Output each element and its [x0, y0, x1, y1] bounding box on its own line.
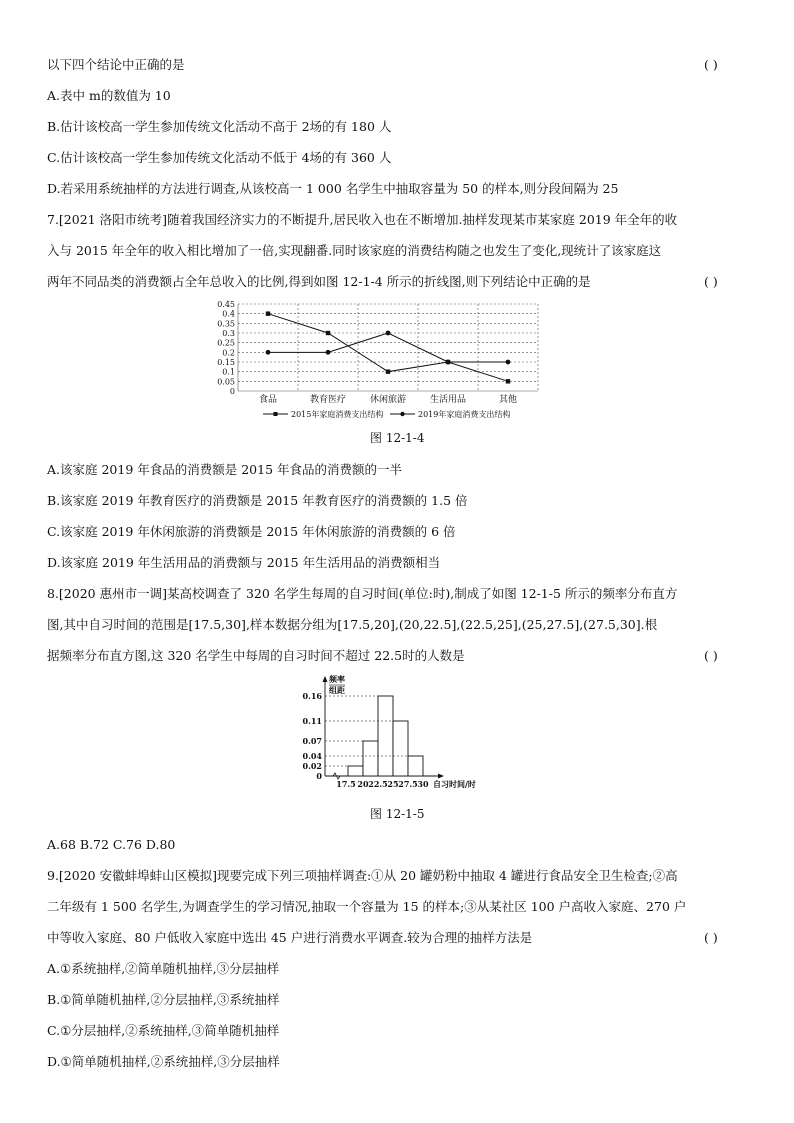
data-point-2019 [446, 360, 451, 365]
q7-answer-paren: ( ) [704, 274, 718, 289]
x-tick-label: 食品 [258, 395, 278, 405]
x-tick-label: 17.5 [336, 779, 356, 789]
y-tick-label: 0.2 [222, 348, 235, 358]
y-tick-label: 0.05 [217, 377, 235, 387]
y-label-bottom: 组距 [329, 685, 345, 695]
q8-options: A.68 B.72 C.76 D.80 [47, 837, 176, 852]
data-point-2019 [506, 360, 511, 365]
q8-stem-line1: 8.[2020 惠州市一调]某高校调查了 320 名学生每周的自习时间(单位:时),制成了如图 12-1-5 所示的频率分布直方 [47, 586, 678, 601]
y-tick-label: 0.04 [302, 751, 322, 761]
y-tick-label: 0.45 [217, 300, 235, 309]
q7-option-a: A.该家庭 2019 年食品的消费额是 2015 年食品的消费额的一半 [47, 462, 403, 477]
x-axis-label: 自习时间/时 [433, 779, 476, 789]
data-point-2015 [506, 379, 510, 383]
x-tick-label: 30 [417, 779, 429, 789]
q9-option-a: A.①系统抽样,②简单随机抽样,③分层抽样 [47, 961, 280, 976]
q6-answer-paren: ( ) [704, 57, 718, 72]
series-line-2019 [268, 333, 508, 362]
q6-option-c: C.估计该校高一学生参加传统文化活动不低于 4场的有 360 人 [47, 150, 392, 165]
y-label-top: 频率 [329, 674, 345, 684]
y-tick-label: 0.07 [302, 736, 322, 746]
q7-stem-line2: 入与 2015 年全年的收入相比增加了一倍,实现翻番.同时该家庭的消费结构随之也发生了变化,现统计了该家庭这 [47, 243, 662, 258]
histogram-bar-3 [378, 696, 393, 776]
y-tick-label: 0.1 [222, 367, 235, 377]
y-tick-label: 0.02 [302, 761, 322, 771]
x-tick-label: 27.5 [398, 779, 418, 789]
x-axis-arrow [438, 774, 444, 779]
legend-marker-2019 [400, 412, 404, 416]
q9-stem-line1: 9.[2020 安徽蚌埠蚌山区模拟]现要完成下列三项抽样调查:①从 20 罐奶粉中抽取 4 罐进行食品安全卫生检查;②高 [47, 868, 678, 883]
x-tick-label: 25 [387, 779, 399, 789]
q7-stem-line1: 7.[2021 洛阳市统考]随着我国经济实力的不断提升,居民收入也在不断增加.抽样发现某市某家庭 2019 年全年的收 [47, 212, 678, 227]
histogram-bar-1 [348, 766, 363, 776]
legend-label-2015: 2015年家庭消费支出结构 [291, 410, 384, 419]
x-tick-label: 其他 [498, 395, 518, 405]
q6-option-b: B.估计该校高一学生参加传统文化活动不高于 2场的有 180 人 [47, 119, 392, 134]
q9-option-c: C.①分层抽样,②系统抽样,③简单随机抽样 [47, 1023, 280, 1038]
figure-12-1-4-caption: 图 12-1-4 [370, 431, 425, 445]
q7-option-d: D.该家庭 2019 年生活用品的消费额与 2015 年生活用品的消费额相当 [47, 555, 441, 570]
histogram-bar-2 [363, 741, 378, 776]
q7-option-b: B.该家庭 2019 年教育医疗的消费额是 2015 年教育医疗的消费额的 1.5 倍 [47, 493, 468, 508]
q8-stem-line2: 图,其中自习时间的范围是[17.5,30],样本数据分组为[17.5,20],(20,22.5],(22.5,25],(25,27.5],(27.5,30].根 [47, 617, 658, 632]
x-tick-label: 教育医疗 [309, 395, 347, 405]
y-axis-arrow [323, 676, 328, 682]
y-tick-label: 0.3 [222, 329, 235, 338]
q6-option-a: A.表中 m的数值为 10 [47, 88, 171, 103]
q8-stem-line3: 据频率分布直方图,这 320 名学生中每周的自习时间不超过 22.5时的人数是 [47, 648, 465, 663]
q7-option-c: C.该家庭 2019 年休闲旅游的消费额是 2015 年休闲旅游的消费额的 6 倍 [47, 524, 456, 539]
q9-stem-line2: 二年级有 1 500 名学生,为调查学生的学习情况,抽取一个容量为 15 的样本;③从某社区 100 户高收入家庭、270 户 [47, 899, 687, 914]
q9-stem-line3: 中等收入家庭、80 户低收入家庭中选出 45 户进行消费水平调查.较为合理的抽样方法是 [47, 930, 533, 945]
data-point-2019 [386, 331, 391, 336]
histogram-bar-5 [408, 756, 423, 776]
x-tick-label: 20 [357, 779, 369, 789]
y-tick-label: 0.15 [217, 358, 235, 367]
data-point-2015 [386, 369, 390, 373]
data-point-2019 [266, 350, 271, 355]
y-tick-label: 0 [316, 771, 322, 781]
x-tick-label: 休闲旅游 [369, 395, 407, 405]
q7-stem-line3: 两年不同品类的消费额占全年总收入的比例,得到如图 12-1-4 所示的折线图,则下列结论中正确的是 [47, 274, 591, 289]
y-tick-label: 0.25 [217, 338, 235, 348]
histogram-bar-4 [393, 721, 408, 776]
figure-12-1-5-caption: 图 12-1-5 [370, 807, 425, 821]
x-tick-label: 生活用品 [429, 395, 467, 405]
data-point-2015 [326, 331, 330, 335]
legend-label-2019: 2019年家庭消费支出结构 [418, 410, 511, 419]
y-tick-label: 0.4 [222, 309, 235, 319]
q9-option-d: D.①简单随机抽样,②系统抽样,③分层抽样 [47, 1054, 280, 1069]
q8-answer-paren: ( ) [704, 648, 718, 663]
data-point-2019 [326, 350, 331, 355]
y-tick-label: 0.11 [302, 716, 322, 726]
q6-stem-tail: 以下四个结论中正确的是 [47, 57, 185, 72]
q9-answer-paren: ( ) [704, 930, 718, 945]
legend-marker-2015 [274, 412, 278, 416]
y-tick-label: 0.35 [217, 319, 235, 329]
y-tick-label: 0.16 [302, 691, 322, 701]
y-tick-label: 0 [229, 387, 235, 396]
q9-option-b: B.①简单随机抽样,②分层抽样,③系统抽样 [47, 992, 280, 1007]
consumption-line-chart [208, 296, 568, 426]
x-tick-label: 22.5 [368, 779, 388, 789]
q6-option-d: D.若采用系统抽样的方法进行调查,从该校高一 1 000 名学生中抽取容量为 50 的样本,则分段间隔为 25 [47, 181, 619, 196]
data-point-2015 [266, 311, 270, 315]
study-time-histogram [290, 672, 510, 797]
